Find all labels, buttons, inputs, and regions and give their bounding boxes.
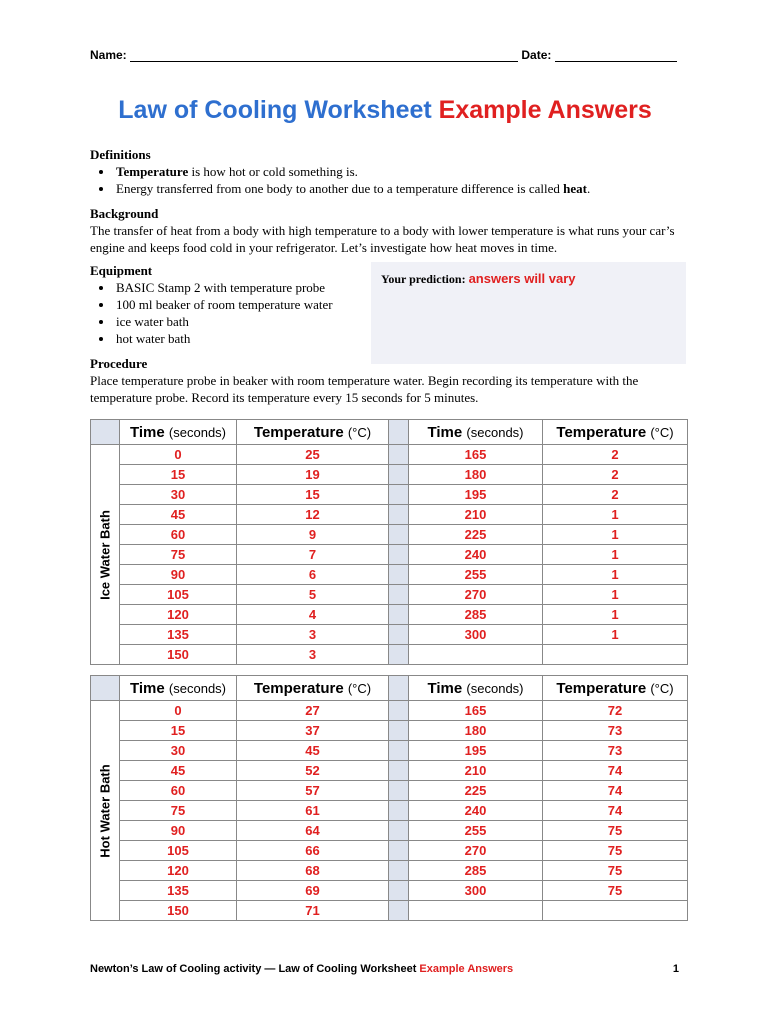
- col-header-temperature: [543, 420, 688, 445]
- temperature-cell[interactable]: 71: [237, 901, 389, 921]
- temperature-cell[interactable]: 3: [237, 645, 389, 665]
- column-gap: [389, 701, 409, 721]
- time-cell[interactable]: 105: [120, 585, 237, 605]
- time-cell[interactable]: 45: [120, 505, 237, 525]
- time-cell[interactable]: 150: [120, 901, 237, 921]
- column-gap: [389, 605, 409, 625]
- column-gap: [389, 645, 409, 665]
- period: .: [586, 181, 591, 196]
- page-number: 1: [672, 963, 679, 975]
- table-row: [91, 881, 688, 901]
- col-time-label: Time: [130, 679, 165, 697]
- col-temp-label: Temperature: [253, 679, 344, 697]
- term-temperature: Temperature: [116, 164, 189, 179]
- time-cell[interactable]: 60: [120, 525, 237, 545]
- column-gap: [389, 465, 409, 485]
- table-row: [91, 585, 688, 605]
- table-row: [91, 841, 688, 861]
- table-row: [91, 445, 688, 465]
- procedure-section: [90, 356, 690, 406]
- col-temp-label: Temperature: [556, 423, 647, 441]
- col-temp-unit: (°C): [347, 680, 372, 696]
- table-row: [91, 505, 688, 525]
- time-cell[interactable]: 165: [409, 445, 543, 465]
- table-row: [91, 701, 688, 721]
- column-gap: [389, 485, 409, 505]
- time-cell[interactable]: 75: [120, 545, 237, 565]
- time-cell[interactable]: 90: [120, 821, 237, 841]
- definitions-section: [90, 147, 690, 197]
- time-cell[interactable]: 195: [409, 485, 543, 505]
- temperature-cell[interactable]: 1: [543, 525, 688, 545]
- temperature-cell[interactable]: 68: [237, 861, 389, 881]
- term-temperature-def: is how hot or cold something is.: [188, 164, 358, 179]
- time-cell[interactable]: 120: [120, 605, 237, 625]
- list-item: • BASIC Stamp 2 with temperature probe: [114, 279, 370, 296]
- col-temp-unit: (°C): [650, 424, 674, 440]
- time-cell[interactable]: 120: [120, 861, 237, 881]
- time-cell[interactable]: 285: [409, 861, 543, 881]
- table-row: [91, 625, 688, 645]
- temperature-cell[interactable]: 73: [543, 741, 688, 761]
- table-row: [91, 545, 688, 565]
- temperature-cell[interactable]: 19: [237, 465, 389, 485]
- time-cell[interactable]: 270: [409, 841, 543, 861]
- table-row: [91, 525, 688, 545]
- time-cell[interactable]: 15: [120, 465, 237, 485]
- column-gap: [389, 505, 409, 525]
- temperature-cell[interactable]: 1: [543, 565, 688, 585]
- date-field[interactable]: [555, 61, 677, 62]
- temperature-cell[interactable]: 37: [237, 721, 389, 741]
- prediction-box[interactable]: [371, 262, 686, 364]
- time-cell[interactable]: [409, 645, 543, 665]
- table-row: [91, 821, 688, 841]
- temperature-cell[interactable]: 6: [237, 565, 389, 585]
- background-text: The transfer of heat from a body with high temperature to a body with lower temperature is what runs your car’s engine and keeps food cold in your refrigerator. Let’s investigate how heat moves in time.: [90, 223, 675, 255]
- column-gap: [389, 525, 409, 545]
- time-cell[interactable]: 195: [409, 741, 543, 761]
- bath-side-label-cell: [91, 701, 120, 921]
- table-corner: [91, 420, 120, 445]
- bath-side-label: Hot Water Bath: [97, 763, 113, 858]
- temperature-cell[interactable]: 15: [237, 485, 389, 505]
- column-gap: [389, 545, 409, 565]
- title-highlight: Example Answers: [438, 96, 652, 124]
- date-label: Date:: [521, 48, 552, 62]
- col-header-temperature: [237, 676, 389, 701]
- table-row: [91, 565, 688, 585]
- prediction-label: [381, 271, 576, 287]
- col-temp-unit: (°C): [650, 680, 674, 696]
- time-cell[interactable]: 255: [409, 565, 543, 585]
- temperature-cell[interactable]: 1: [543, 545, 688, 565]
- time-cell[interactable]: 165: [409, 701, 543, 721]
- time-cell[interactable]: 0: [120, 701, 237, 721]
- column-gap: [389, 781, 409, 801]
- column-gap: [389, 841, 409, 861]
- temperature-cell[interactable]: 75: [543, 881, 688, 901]
- temperature-cell[interactable]: 12: [237, 505, 389, 525]
- column-gap: [389, 445, 409, 465]
- definitions-list: [90, 163, 690, 197]
- list-item: • 100 ml beaker of room temperature water: [114, 296, 370, 313]
- temperature-cell[interactable]: 69: [237, 881, 389, 901]
- time-cell[interactable]: 15: [120, 721, 237, 741]
- temperature-cell[interactable]: 3: [237, 625, 389, 645]
- temperature-cell[interactable]: 1: [543, 585, 688, 605]
- col-time-label: Time: [427, 423, 463, 441]
- page-footer: [90, 963, 687, 975]
- temperature-cell[interactable]: 75: [543, 861, 688, 881]
- column-gap: [389, 420, 409, 445]
- col-header-temperature: [237, 420, 389, 445]
- table-row: [91, 605, 688, 625]
- col-header-time: [120, 420, 237, 445]
- col-header-time: [409, 676, 543, 701]
- column-gap: [389, 721, 409, 741]
- time-cell[interactable]: 210: [409, 761, 543, 781]
- temperature-cell[interactable]: 1: [543, 605, 688, 625]
- table-row: [91, 781, 688, 801]
- time-cell[interactable]: 225: [409, 781, 543, 801]
- table-row: [91, 741, 688, 761]
- list-item: [114, 180, 690, 197]
- time-cell[interactable]: 300: [409, 625, 543, 645]
- column-gap: [389, 821, 409, 841]
- col-time-unit: (seconds): [168, 424, 226, 440]
- time-cell[interactable]: 225: [409, 525, 543, 545]
- table-row: [91, 485, 688, 505]
- col-time-unit: (seconds): [466, 424, 524, 440]
- list-item: • hot water bath: [114, 330, 370, 347]
- bath-side-label-cell: [91, 445, 120, 665]
- time-cell[interactable]: 270: [409, 585, 543, 605]
- temperature-cell[interactable]: 9: [237, 525, 389, 545]
- time-cell[interactable]: 240: [409, 801, 543, 821]
- temperature-cell[interactable]: 27: [237, 701, 389, 721]
- col-time-label: Time: [130, 423, 165, 441]
- equipment-list: [90, 279, 370, 347]
- column-gap: [389, 565, 409, 585]
- time-cell[interactable]: 75: [120, 801, 237, 821]
- column-gap: [389, 761, 409, 781]
- table-corner: [91, 676, 120, 701]
- col-header-temperature: [543, 676, 688, 701]
- temperature-cell[interactable]: 2: [543, 445, 688, 465]
- temperature-cell[interactable]: 74: [543, 761, 688, 781]
- name-date-line: [90, 48, 677, 62]
- column-gap: [389, 676, 409, 701]
- column-gap: [389, 625, 409, 645]
- time-cell[interactable]: 30: [120, 485, 237, 505]
- temperature-cell[interactable]: 5: [237, 585, 389, 605]
- temperature-cell[interactable]: 75: [543, 841, 688, 861]
- prediction-answer: answers will vary: [468, 271, 576, 286]
- term-heat: heat: [563, 181, 587, 196]
- time-cell[interactable]: 135: [120, 625, 237, 645]
- col-header-time: [120, 676, 237, 701]
- time-cell[interactable]: 135: [120, 881, 237, 901]
- temperature-cell[interactable]: 1: [543, 505, 688, 525]
- temperature-cell[interactable]: 74: [543, 781, 688, 801]
- table-row: [91, 901, 688, 921]
- temperature-cell[interactable]: 61: [237, 801, 389, 821]
- page-title: [0, 96, 770, 125]
- time-cell[interactable]: 240: [409, 545, 543, 565]
- heat-def: Energy transferred from one body to another due to a temperature difference is called: [116, 181, 564, 196]
- temperature-cell[interactable]: 2: [543, 485, 688, 505]
- column-gap: [389, 585, 409, 605]
- column-gap: [389, 801, 409, 821]
- table-row: [91, 465, 688, 485]
- table-row: [91, 801, 688, 821]
- col-temp-label: Temperature: [253, 423, 344, 441]
- time-cell[interactable]: 210: [409, 505, 543, 525]
- col-temp-label: Temperature: [556, 679, 647, 697]
- col-header-time: [409, 420, 543, 445]
- title-main: Law of Cooling Worksheet: [118, 96, 432, 124]
- background-section: [90, 206, 690, 256]
- temperature-cell[interactable]: 74: [543, 801, 688, 821]
- temperature-cell[interactable]: 75: [543, 821, 688, 841]
- col-time-unit: (seconds): [168, 680, 226, 696]
- ice-water-table: [90, 419, 688, 665]
- time-cell[interactable]: 255: [409, 821, 543, 841]
- time-cell[interactable]: 45: [120, 761, 237, 781]
- table-row: [91, 721, 688, 741]
- col-temp-unit: (°C): [347, 424, 372, 440]
- column-gap: [389, 901, 409, 921]
- time-cell[interactable]: 60: [120, 781, 237, 801]
- procedure-text: Place temperature probe in beaker with room temperature water. Begin recording its temperature with the temperature probe. Record its temperature every 15 seconds for 5 minutes.: [90, 373, 639, 405]
- temperature-cell[interactable]: 1: [543, 625, 688, 645]
- table-row: [91, 861, 688, 881]
- time-cell[interactable]: 30: [120, 741, 237, 761]
- time-cell[interactable]: 150: [120, 645, 237, 665]
- name-label: Name:: [90, 48, 127, 62]
- temperature-cell[interactable]: 64: [237, 821, 389, 841]
- temperature-cell[interactable]: 25: [237, 445, 389, 465]
- equipment-heading: Equipment: [90, 263, 153, 278]
- table-row: [91, 645, 688, 665]
- hot-water-table: [90, 675, 688, 921]
- equipment-section: [90, 263, 370, 347]
- time-cell[interactable]: [409, 901, 543, 921]
- time-cell[interactable]: 180: [409, 721, 543, 741]
- time-cell[interactable]: 180: [409, 465, 543, 485]
- temperature-cell[interactable]: [543, 901, 688, 921]
- temperature-cell[interactable]: [543, 645, 688, 665]
- name-field[interactable]: [130, 61, 518, 62]
- temperature-cell[interactable]: 52: [237, 761, 389, 781]
- background-heading: Background: [90, 206, 159, 221]
- temperature-cell[interactable]: 66: [237, 841, 389, 861]
- footer-highlight: Example Answers: [419, 963, 514, 975]
- procedure-heading: Procedure: [90, 356, 148, 371]
- temperature-cell[interactable]: 57: [237, 781, 389, 801]
- temperature-cell[interactable]: 73: [543, 721, 688, 741]
- footer-text: Newton’s Law of Cooling activity — Law of Cooling Worksheet: [90, 963, 420, 975]
- list-item: • ice water bath: [114, 313, 370, 330]
- temperature-cell[interactable]: 4: [237, 605, 389, 625]
- col-time-label: Time: [427, 679, 463, 697]
- table-row: [91, 761, 688, 781]
- column-gap: [389, 861, 409, 881]
- col-time-unit: (seconds): [466, 680, 524, 696]
- definitions-heading: Definitions: [90, 147, 151, 162]
- time-cell[interactable]: 285: [409, 605, 543, 625]
- column-gap: [389, 881, 409, 901]
- time-cell[interactable]: 300: [409, 881, 543, 901]
- bath-side-label: Ice Water Bath: [97, 509, 113, 600]
- time-cell[interactable]: 0: [120, 445, 237, 465]
- time-cell[interactable]: 105: [120, 841, 237, 861]
- prediction-label-text: Your prediction:: [381, 272, 466, 286]
- column-gap: [389, 741, 409, 761]
- temperature-cell[interactable]: 7: [237, 545, 389, 565]
- temperature-cell[interactable]: 72: [543, 701, 688, 721]
- temperature-cell[interactable]: 45: [237, 741, 389, 761]
- list-item: [114, 163, 690, 180]
- time-cell[interactable]: 90: [120, 565, 237, 585]
- temperature-cell[interactable]: 2: [543, 465, 688, 485]
